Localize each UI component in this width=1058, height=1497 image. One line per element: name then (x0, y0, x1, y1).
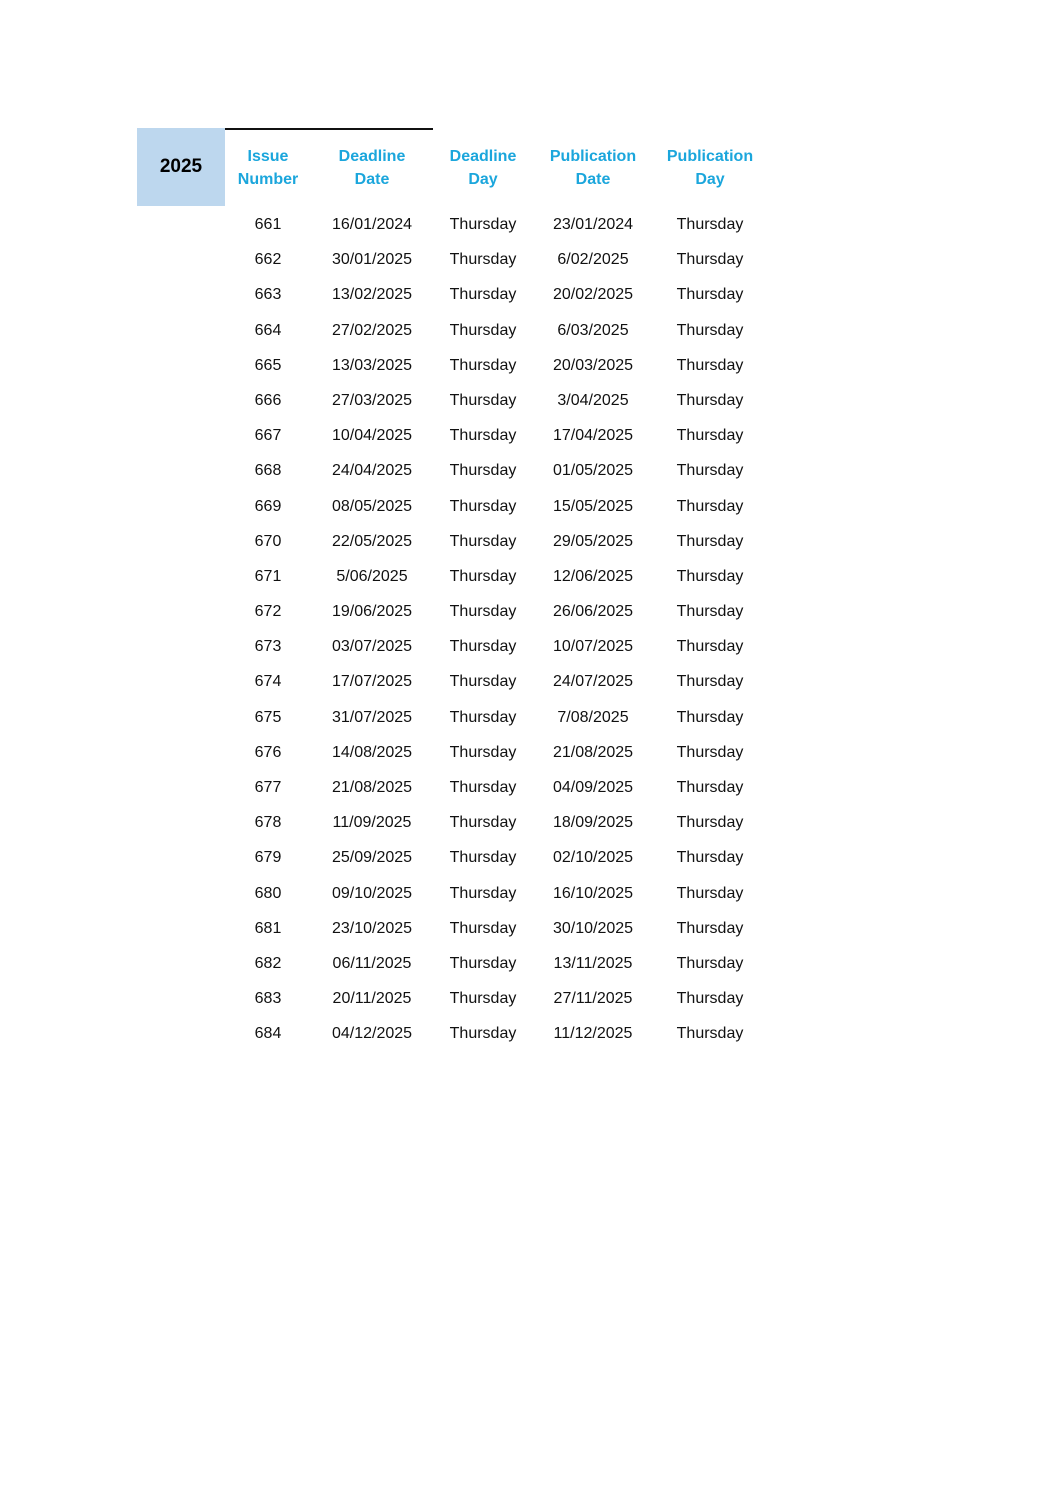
cell-issue-number: 674 (254, 673, 282, 691)
cell-deadline-date: 04/12/2025 (331, 1025, 413, 1043)
cell-deadline-date: 24/04/2025 (331, 462, 413, 480)
table-header (0, 145, 1058, 197)
header-top-rule (225, 128, 433, 130)
cell-publication-date: 30/10/2025 (552, 919, 634, 937)
year-label: 2025 (137, 128, 225, 206)
cell-issue-number: 664 (254, 321, 282, 339)
cell-deadline-day: Thursday (449, 884, 517, 902)
table-row (0, 735, 1058, 770)
cell-publication-day: Thursday (676, 814, 744, 832)
table-row (0, 383, 1058, 418)
cell-deadline-day: Thursday (449, 673, 517, 691)
cell-deadline-date: 13/02/2025 (331, 286, 413, 304)
table-row (0, 664, 1058, 699)
cell-deadline-day: Thursday (449, 919, 517, 937)
cell-publication-date: 21/08/2025 (552, 743, 634, 761)
cell-deadline-date: 11/09/2025 (332, 814, 412, 832)
cell-deadline-day: Thursday (449, 391, 517, 409)
cell-deadline-day: Thursday (449, 321, 517, 339)
cell-issue-number: 667 (254, 427, 282, 445)
cell-deadline-date: 19/06/2025 (331, 603, 413, 621)
cell-issue-number: 670 (254, 532, 282, 550)
cell-issue-number: 679 (254, 849, 282, 867)
table-row (0, 594, 1058, 629)
cell-publication-date: 18/09/2025 (552, 814, 634, 832)
table-row (0, 876, 1058, 911)
cell-issue-number: 668 (254, 462, 282, 480)
table-row (0, 489, 1058, 524)
cell-publication-day: Thursday (676, 919, 744, 937)
header-publication-date: Publication Date (549, 148, 637, 188)
table-row (0, 524, 1058, 559)
cell-publication-day: Thursday (676, 954, 744, 972)
cell-issue-number: 661 (254, 216, 282, 233)
cell-issue-number: 669 (254, 497, 282, 515)
cell-deadline-date: 08/05/2025 (331, 497, 413, 515)
cell-publication-day: Thursday (676, 497, 744, 515)
cell-deadline-date: 27/02/2025 (331, 321, 413, 339)
cell-deadline-day: Thursday (449, 814, 517, 832)
table-row (0, 805, 1058, 840)
cell-deadline-day: Thursday (449, 567, 517, 585)
table-row (0, 911, 1058, 946)
cell-issue-number: 678 (254, 814, 282, 832)
cell-issue-number: 666 (254, 391, 282, 409)
cell-deadline-date: 09/10/2025 (331, 884, 413, 902)
cell-issue-number: 684 (254, 1025, 282, 1043)
cell-issue-number: 671 (254, 567, 282, 585)
cell-publication-day: Thursday (676, 1025, 744, 1043)
table-row (0, 1016, 1058, 1051)
cell-deadline-day: Thursday (449, 216, 517, 233)
table-row (0, 981, 1058, 1016)
cell-publication-day: Thursday (676, 849, 744, 867)
cell-publication-day: Thursday (676, 708, 744, 726)
cell-deadline-date: 22/05/2025 (331, 532, 413, 550)
header-issue-number: Issue Number (237, 148, 299, 188)
cell-publication-date: 24/07/2025 (552, 673, 634, 691)
cell-publication-day: Thursday (676, 251, 744, 269)
table-row (0, 313, 1058, 348)
cell-publication-date: 3/04/2025 (557, 391, 629, 409)
cell-publication-day: Thursday (676, 638, 744, 656)
cell-issue-number: 662 (254, 251, 282, 269)
cell-publication-date: 01/05/2025 (552, 462, 634, 480)
cell-deadline-date: 21/08/2025 (331, 779, 413, 796)
cell-deadline-day: Thursday (449, 356, 517, 374)
table-row (0, 277, 1058, 312)
cell-issue-number: 665 (254, 356, 282, 374)
cell-publication-day: Thursday (676, 779, 744, 796)
cell-publication-date: 7/08/2025 (557, 708, 629, 726)
cell-issue-number: 663 (254, 286, 282, 304)
cell-issue-number: 672 (254, 603, 282, 621)
cell-publication-date: 12/06/2025 (552, 567, 634, 585)
cell-publication-date: 10/07/2025 (552, 638, 634, 656)
cell-deadline-day: Thursday (449, 532, 517, 550)
table-row (0, 629, 1058, 664)
cell-publication-day: Thursday (676, 532, 744, 550)
header-deadline-day: Deadline Day (449, 148, 517, 188)
cell-publication-date: 6/02/2025 (557, 251, 629, 269)
cell-deadline-date: 10/04/2025 (331, 427, 413, 445)
cell-deadline-day: Thursday (449, 1025, 517, 1043)
cell-publication-day: Thursday (676, 462, 744, 480)
cell-deadline-date: 13/03/2025 (331, 356, 413, 374)
cell-deadline-day: Thursday (449, 708, 517, 726)
cell-publication-day: Thursday (676, 567, 744, 585)
cell-deadline-day: Thursday (449, 743, 517, 761)
cell-deadline-date: 06/11/2025 (332, 954, 412, 972)
cell-publication-day: Thursday (676, 673, 744, 691)
cell-deadline-date: 27/03/2025 (331, 391, 413, 409)
cell-issue-number: 680 (254, 884, 282, 902)
cell-publication-day: Thursday (676, 427, 744, 445)
cell-deadline-date: 23/10/2025 (331, 919, 413, 937)
cell-deadline-day: Thursday (449, 462, 517, 480)
table-row (0, 700, 1058, 735)
cell-deadline-day: Thursday (449, 427, 517, 445)
cell-deadline-date: 31/07/2025 (331, 708, 413, 726)
cell-issue-number: 676 (254, 743, 282, 761)
table-row (0, 559, 1058, 594)
cell-deadline-day: Thursday (449, 990, 517, 1008)
cell-publication-date: 20/02/2025 (552, 286, 634, 304)
cell-deadline-date: 14/08/2025 (331, 743, 413, 761)
cell-publication-date: 26/06/2025 (552, 603, 634, 621)
cell-publication-date: 13/11/2025 (553, 954, 633, 972)
cell-issue-number: 683 (254, 990, 282, 1008)
cell-publication-date: 23/01/2024 (552, 216, 634, 233)
table-row (0, 207, 1058, 242)
cell-publication-day: Thursday (676, 990, 744, 1008)
table-body (0, 207, 1058, 1052)
cell-publication-day: Thursday (676, 216, 744, 233)
cell-issue-number: 677 (254, 779, 282, 796)
cell-deadline-date: 17/07/2025 (331, 673, 413, 691)
cell-deadline-day: Thursday (449, 638, 517, 656)
cell-publication-date: 11/12/2025 (553, 1025, 633, 1043)
cell-issue-number: 673 (254, 638, 282, 656)
cell-publication-date: 04/09/2025 (552, 779, 634, 796)
cell-publication-day: Thursday (676, 356, 744, 374)
cell-deadline-date: 30/01/2025 (331, 251, 413, 269)
cell-deadline-day: Thursday (449, 603, 517, 621)
cell-publication-day: Thursday (676, 884, 744, 902)
cell-deadline-day: Thursday (449, 286, 517, 304)
cell-publication-day: Thursday (676, 391, 744, 409)
cell-publication-date: 15/05/2025 (552, 497, 634, 515)
cell-deadline-date: 16/01/2024 (331, 216, 413, 233)
cell-deadline-date: 25/09/2025 (331, 849, 413, 867)
table-row (0, 242, 1058, 277)
cell-publication-date: 27/11/2025 (553, 990, 633, 1008)
cell-deadline-day: Thursday (449, 251, 517, 269)
header-deadline-date: Deadline Date (338, 148, 406, 188)
cell-deadline-day: Thursday (449, 954, 517, 972)
table-row (0, 453, 1058, 488)
cell-publication-date: 16/10/2025 (552, 884, 634, 902)
cell-issue-number: 675 (254, 708, 282, 726)
cell-publication-date: 6/03/2025 (557, 321, 629, 339)
cell-deadline-day: Thursday (449, 497, 517, 515)
cell-deadline-date: 03/07/2025 (331, 638, 413, 656)
cell-publication-date: 02/10/2025 (552, 849, 634, 867)
cell-publication-date: 29/05/2025 (552, 532, 634, 550)
table-row (0, 946, 1058, 981)
cell-publication-day: Thursday (676, 743, 744, 761)
cell-issue-number: 682 (254, 954, 282, 972)
header-publication-day: Publication Day (666, 148, 754, 188)
cell-issue-number: 681 (254, 919, 282, 937)
table-row (0, 770, 1058, 805)
cell-publication-date: 20/03/2025 (552, 356, 634, 374)
cell-publication-day: Thursday (676, 321, 744, 339)
cell-publication-date: 17/04/2025 (552, 427, 634, 445)
cell-deadline-date: 5/06/2025 (336, 567, 408, 585)
cell-deadline-date: 20/11/2025 (332, 990, 412, 1008)
table-row (0, 348, 1058, 383)
cell-publication-day: Thursday (676, 603, 744, 621)
table-row (0, 840, 1058, 875)
table-row (0, 418, 1058, 453)
cell-deadline-day: Thursday (449, 849, 517, 867)
cell-publication-day: Thursday (676, 286, 744, 304)
cell-deadline-day: Thursday (449, 779, 517, 796)
